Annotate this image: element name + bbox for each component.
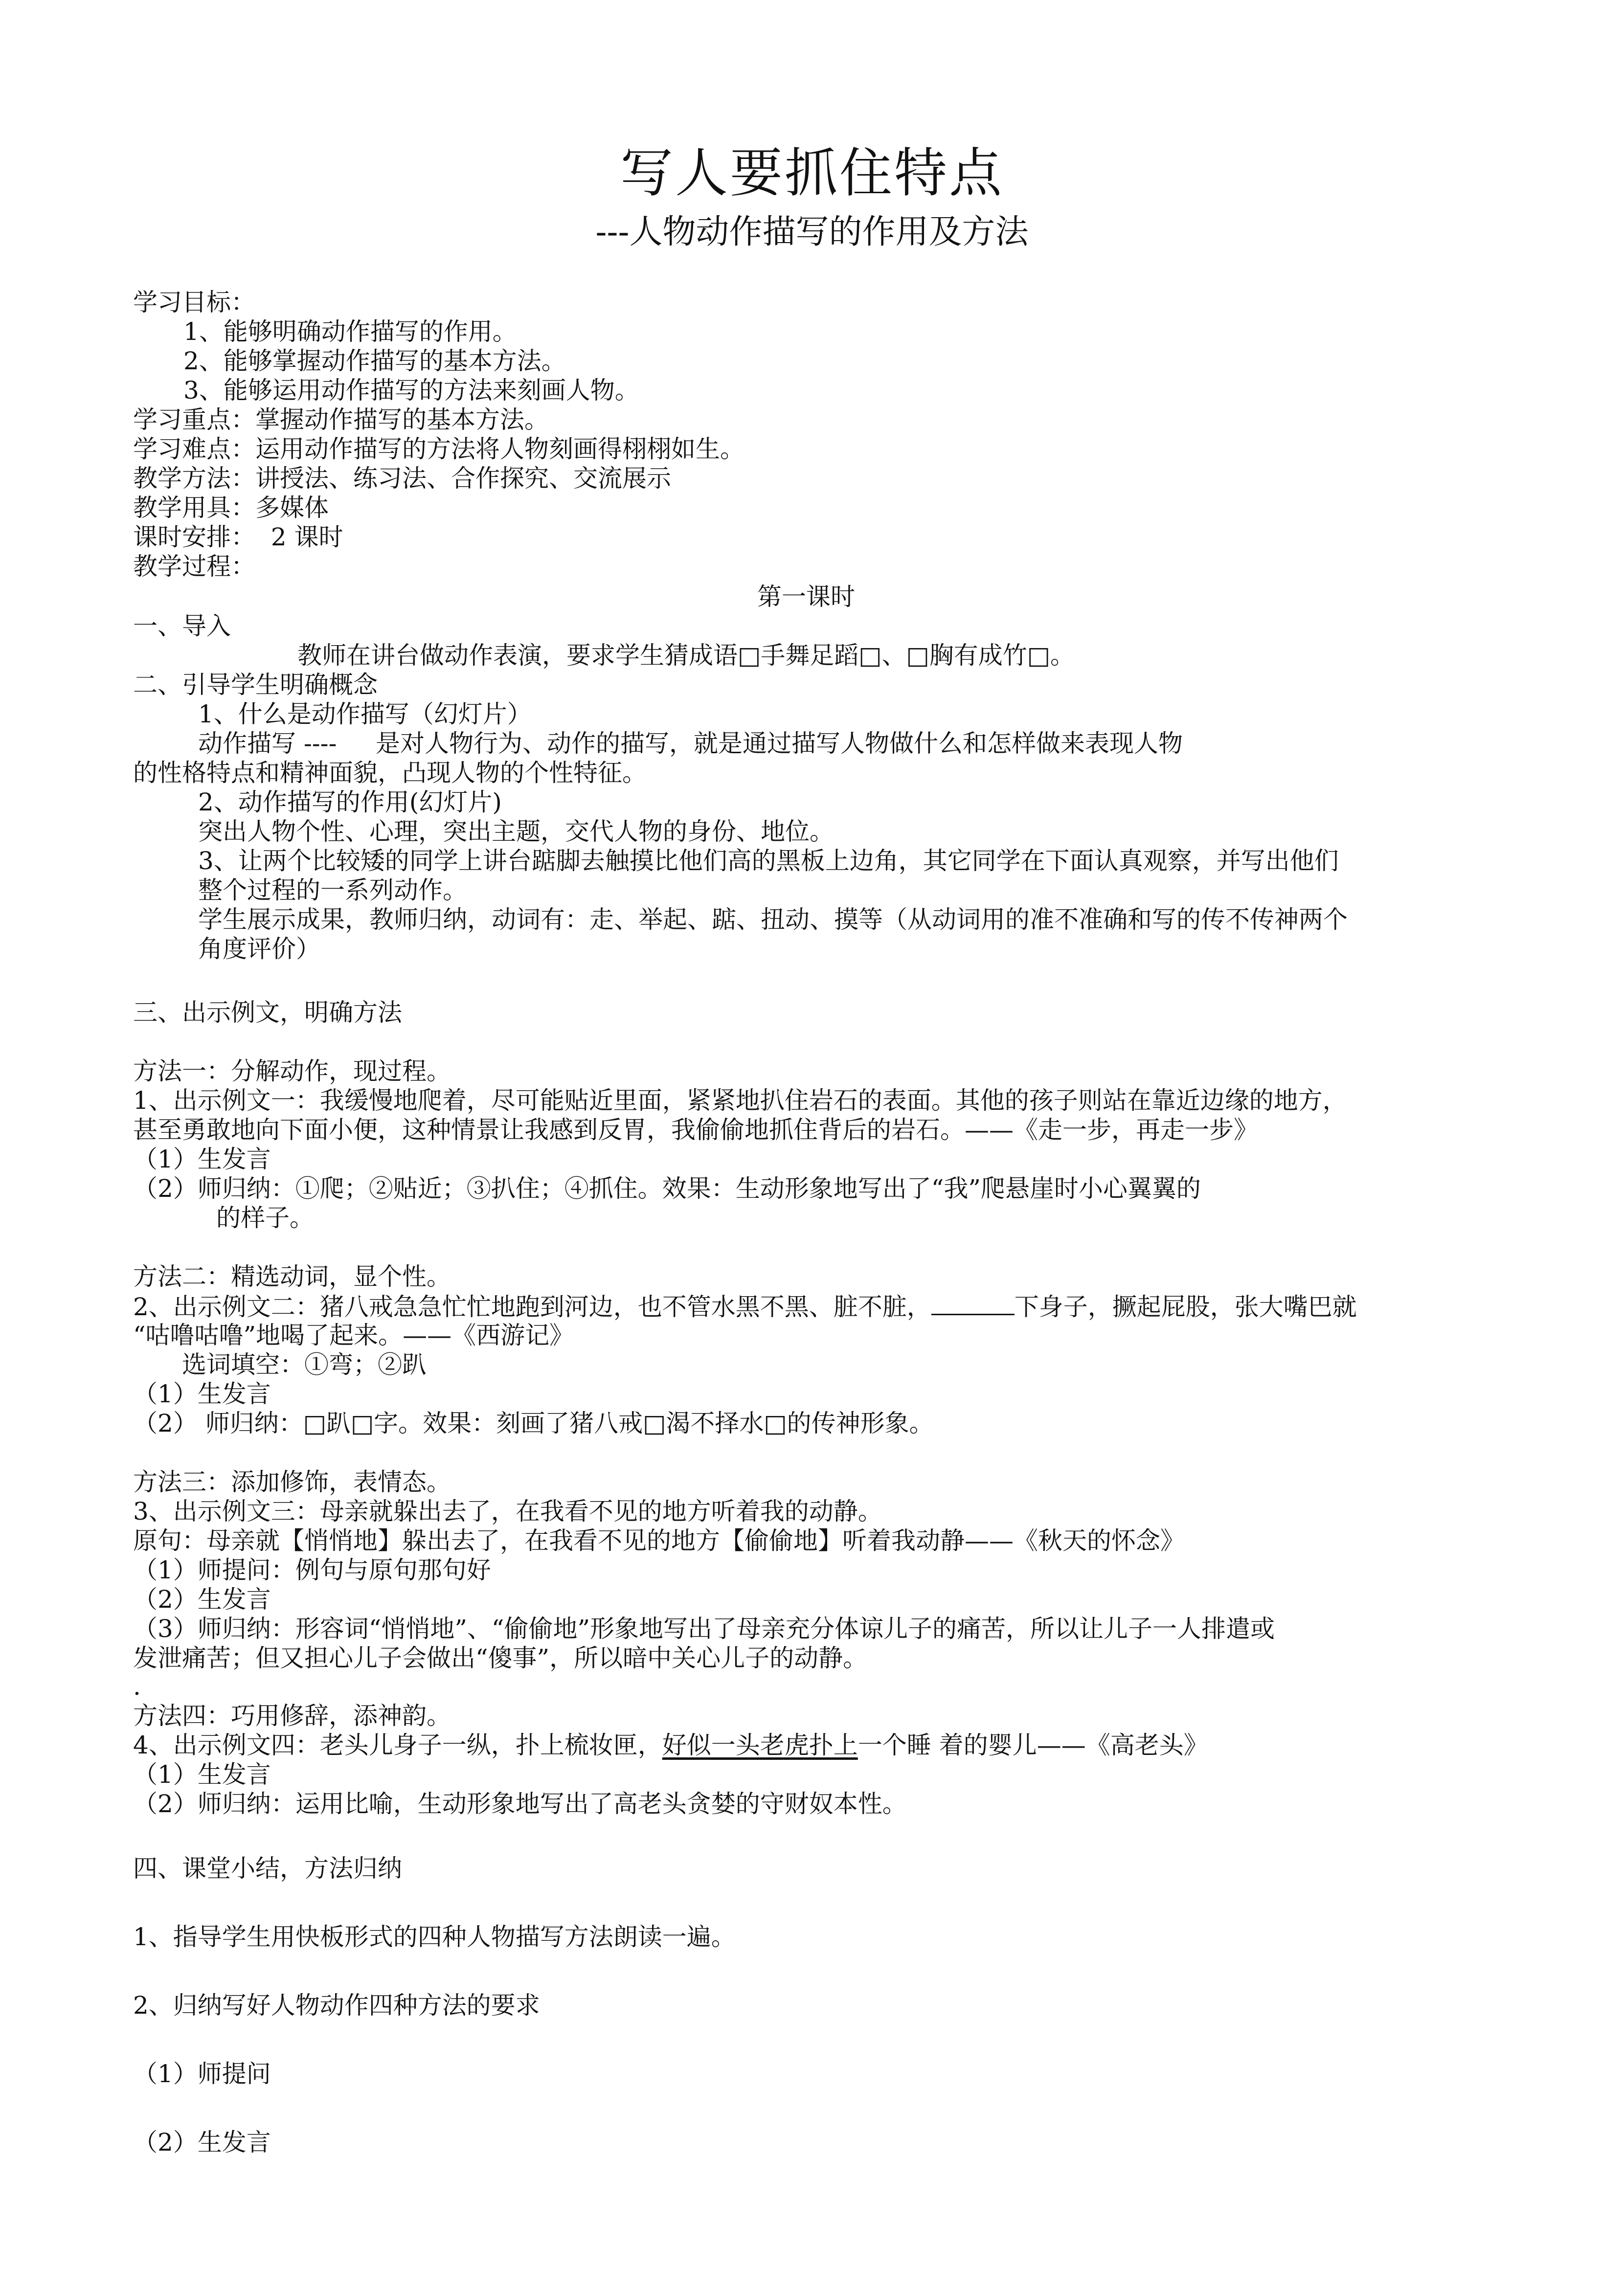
section-heading: 四、课堂小结，方法归纳	[133, 1854, 402, 1883]
stray-dot: .	[133, 1672, 141, 1701]
text-run: 下	[1014, 1293, 1039, 1321]
paragraph: 1、什么是动作描写（幻灯片）	[198, 700, 532, 728]
method-title: 方法三：添加修饰，表情态。	[133, 1468, 451, 1496]
paragraph: 1、出示例文一：我缓慢地爬着，尽可能贴近里面，紧紧地扒住岩石的表面。其他的孩子则站在靠近边缘的地方，	[133, 1086, 1347, 1115]
paragraph: 3、出示例文三：母亲就躲出去了，在我看不见的地方听着我的动静。	[133, 1497, 882, 1526]
paragraph: 突出人物个性、心理，突出主题，交代人物的身份、地位。	[198, 817, 834, 846]
teaching-tools: 教学用具：多媒体	[133, 494, 329, 522]
paragraph	[133, 1291, 1357, 1322]
key-point: 学习重点：掌握动作描写的基本方法。	[133, 405, 549, 434]
paragraph: 角度评价）	[198, 935, 320, 963]
paragraph: （1）生发言	[133, 1380, 271, 1408]
section-heading: 二、引导学生明确概念	[133, 671, 378, 699]
fill-blank	[931, 1291, 1015, 1315]
text-run: 身子，撅起屁股，张大嘴巴就	[1038, 1293, 1357, 1321]
goals-label: 学习目标：	[133, 288, 255, 316]
paragraph: 的性格特点和精神面貌，凸现人物的个性特征。	[133, 759, 647, 787]
paragraph: 原句：母亲就【悄悄地】躲出去了，在我看不见的地方【偷偷地】听着我动静——《秋天的怀念》	[133, 1527, 1185, 1555]
paragraph: 选词填空：①弯；②趴	[182, 1350, 427, 1379]
paragraph: （2）生发言	[133, 1585, 271, 1614]
text-run: 2、出示例文二：猪八戒急急忙忙地跑到河边，也不管水黑不黑、脏不脏，	[133, 1293, 931, 1321]
section-heading: 一、导入	[133, 612, 231, 640]
paragraph: 2、动作描写的作用(幻灯片)	[198, 788, 502, 816]
lesson-label: 第一课时	[757, 583, 855, 611]
text-run: 4、出示例文四：老头儿身子一纵，扑上梳妆匣，	[133, 1731, 662, 1759]
underlined-text: 好似一头老虎扑上	[662, 1731, 858, 1759]
doc-subtitle: ---人物动作描写的作用及方法	[595, 213, 1029, 251]
paragraph: “咕噜咕噜”地喝了起来。——《西游记》	[133, 1321, 574, 1349]
paragraph: 1、指导学生用快板形式的四种人物描写方法朗读一遍。	[133, 1923, 736, 1951]
paragraph: 发泄痛苦；但又担心儿子会做出“傻事”，所以暗中关心儿子的动静。	[133, 1644, 868, 1672]
paragraph: 教师在讲台做动作表演，要求学生猜成语□手舞足蹈□、□胸有成竹□。	[297, 641, 1075, 670]
paragraph: 动作描写 ---- 是对人物行为、动作的描写，就是通过描写人物做什么和怎样做来表现人物	[198, 729, 1183, 758]
paragraph: （2） 师归纳：□趴□字。效果：刻画了猪八戒□渴不择水□的传神形象。	[133, 1409, 934, 1437]
process-label: 教学过程：	[133, 552, 255, 581]
goal-item: 2、能够掌握动作描写的基本方法。	[183, 347, 566, 375]
paragraph: 整个过程的一系列动作。	[198, 876, 467, 904]
paragraph: （1）生发言	[133, 1760, 271, 1789]
paragraph: （1）生发言	[133, 1145, 271, 1173]
paragraph: （1）师提问	[133, 2060, 271, 2088]
paragraph: （2）生发言	[133, 2128, 271, 2156]
text-run: 一个睡 着的婴儿——《高老头》	[857, 1731, 1208, 1759]
paragraph: （3）师归纳：形容词“悄悄地”、“偷偷地”形象地写出了母亲充分体谅儿子的痛苦，所以让儿子一人排遣或	[133, 1615, 1275, 1643]
section-heading: 三、出示例文，明确方法	[133, 998, 402, 1027]
difficulty: 学习难点：运用动作描写的方法将人物刻画得栩栩如生。	[133, 435, 744, 463]
method-title: 方法四：巧用修辞，添神韵。	[133, 1702, 451, 1730]
paragraph: （2）师归纳：①爬；②贴近；③扒住；④抓住。效果：生动形象地写出了“我”爬悬崖时小心翼翼的	[133, 1174, 1201, 1203]
method-title: 方法二：精选动词，显个性。	[133, 1262, 451, 1291]
goal-item: 1、能够明确动作描写的作用。	[183, 317, 517, 346]
paragraph: 2、归纳写好人物动作四种方法的要求	[133, 1991, 540, 2020]
paragraph: 甚至勇敢地向下面小便，这种情景让我感到反胃，我偷偷地抓住背后的岩石。——《走一步，再走一步》	[133, 1116, 1258, 1144]
paragraph: （2）师归纳：运用比喻，生动形象地写出了高老头贪婪的守财奴本性。	[133, 1790, 907, 1818]
paragraph: （1）师提问：例句与原句那句好	[133, 1556, 491, 1584]
goal-item: 3、能够运用动作描写的方法来刻画人物。	[183, 376, 639, 404]
paragraph: 学生展示成果，教师归纳，动词有：走、举起、踮、扭动、摸等（从动词用的准不准确和写的传不传神两个	[198, 905, 1348, 934]
paragraph: 3、让两个比较矮的同学上讲台踮脚去触摸比他们高的黑板上边角，其它同学在下面认真观察，并写出他们	[198, 847, 1339, 875]
schedule: 课时安排： 2 课时	[133, 523, 343, 551]
doc-title: 写人要抓住特点	[620, 143, 1004, 204]
paragraph	[133, 1730, 1208, 1760]
paragraph: 的样子。	[216, 1204, 314, 1232]
method-title: 方法一：分解动作，现过程。	[133, 1057, 451, 1085]
teaching-method: 教学方法：讲授法、练习法、合作探究、交流展示	[133, 464, 671, 493]
